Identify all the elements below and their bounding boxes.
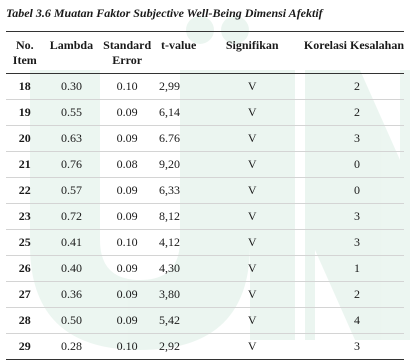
cell-lambda: 0.63: [60, 131, 82, 145]
cell-lambda: 0.36: [60, 287, 82, 301]
cell-standard-error: 0.10: [116, 339, 138, 353]
cell-item-number: 18: [18, 79, 31, 93]
cell-standard-error: 0.09: [116, 105, 138, 119]
cell-significance: V: [247, 287, 257, 301]
header-standard-error-line1: Standard: [103, 38, 152, 52]
cell-significance: V: [247, 105, 257, 119]
cell-item-number: 28: [18, 313, 31, 327]
cell-item-number: 23: [18, 209, 31, 223]
cell-significance: V: [247, 183, 257, 197]
table-row: [6, 282, 404, 308]
cell-significance: V: [247, 157, 257, 171]
cell-item-number: 21: [18, 157, 31, 171]
cell-standard-error: 0.09: [116, 313, 138, 327]
table-header-row: [6, 32, 404, 74]
table-row: [6, 152, 404, 178]
cell-t-value: 4,12: [159, 235, 181, 249]
cell-error-correlation: 1: [353, 261, 360, 275]
cell-significance: V: [247, 235, 257, 249]
cell-t-value: 6,33: [159, 183, 181, 197]
table-row: [6, 74, 404, 100]
cell-item-number: 25: [18, 235, 31, 249]
table-row: [6, 100, 404, 126]
factor-loading-table: [6, 31, 404, 360]
cell-t-value: 4,30: [159, 261, 181, 275]
table-row: [6, 230, 404, 256]
cell-significance: V: [247, 339, 257, 353]
header-standard-error: [99, 32, 155, 74]
cell-standard-error: 0.09: [116, 131, 138, 145]
header-lambda: Lambda: [49, 38, 94, 52]
cell-significance: V: [247, 261, 257, 275]
cell-standard-error: 0.09: [116, 183, 138, 197]
cell-t-value: 9,20: [159, 157, 181, 171]
cell-error-correlation: 2: [353, 105, 360, 119]
cell-t-value: 2,99: [159, 79, 181, 93]
header-item-number-line2: Item: [12, 53, 37, 67]
header-significance: Signifikan: [225, 38, 279, 52]
table-row: [6, 308, 404, 334]
header-item-number-line1: No.: [15, 38, 34, 52]
cell-t-value: 8,12: [159, 209, 181, 223]
cell-item-number: 26: [18, 261, 31, 275]
cell-lambda: 0.28: [60, 339, 82, 353]
table-row: [6, 334, 404, 360]
cell-t-value: 6,14: [159, 105, 181, 119]
cell-significance: V: [247, 79, 257, 93]
cell-item-number: 22: [18, 183, 31, 197]
cell-significance: V: [247, 313, 257, 327]
table-row: [6, 126, 404, 152]
table-row: [6, 178, 404, 204]
table-caption: Tabel 3.6 Muatan Faktor Subjective Well-Being Dimensi Afektif: [6, 6, 323, 20]
cell-error-correlation: 4: [353, 313, 360, 327]
cell-item-number: 27: [18, 287, 31, 301]
cell-standard-error: 0.10: [116, 79, 138, 93]
cell-error-correlation: 3: [353, 131, 360, 145]
cell-lambda: 0.55: [60, 105, 82, 119]
cell-t-value: 3,80: [159, 287, 181, 301]
cell-standard-error: 0.09: [116, 261, 138, 275]
table-body: [6, 74, 404, 360]
cell-lambda: 0.76: [60, 157, 82, 171]
cell-item-number: 29: [18, 339, 31, 353]
header-standard-error-line2: Error: [112, 53, 143, 67]
cell-standard-error: 0.08: [116, 157, 138, 171]
header-t-value: t-value: [161, 38, 197, 52]
cell-item-number: 19: [18, 105, 31, 119]
cell-lambda: 0.30: [60, 79, 82, 93]
cell-error-correlation: 3: [353, 209, 360, 223]
cell-t-value: 5,42: [159, 313, 181, 327]
cell-lambda: 0.50: [60, 313, 82, 327]
cell-item-number: 20: [18, 131, 31, 145]
cell-t-value: 2,92: [159, 339, 181, 353]
cell-significance: V: [247, 131, 257, 145]
cell-error-correlation: 3: [353, 235, 360, 249]
cell-lambda: 0.72: [60, 209, 82, 223]
cell-standard-error: 0.09: [116, 209, 138, 223]
table-row: [6, 204, 404, 230]
cell-significance: V: [247, 209, 257, 223]
cell-error-correlation: 0: [353, 157, 360, 171]
cell-standard-error: 0.09: [116, 287, 138, 301]
header-item-number: [6, 32, 44, 74]
cell-t-value: 6.76: [159, 131, 181, 145]
cell-error-correlation: 2: [353, 287, 360, 301]
cell-error-correlation: 2: [353, 79, 360, 93]
header-error-correlation: Korelasi Kesalahan: [303, 38, 404, 52]
table-row: [6, 256, 404, 282]
cell-lambda: 0.57: [60, 183, 82, 197]
cell-error-correlation: 0: [353, 183, 360, 197]
cell-lambda: 0.40: [60, 261, 82, 275]
cell-error-correlation: 3: [353, 339, 360, 353]
cell-lambda: 0.41: [60, 235, 82, 249]
cell-standard-error: 0.10: [116, 235, 138, 249]
